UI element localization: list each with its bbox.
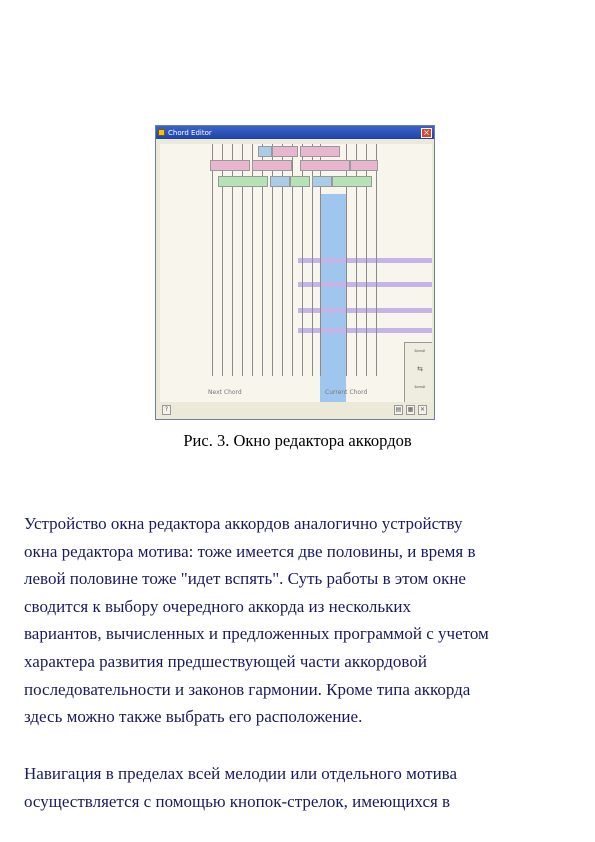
arrow-right-icon[interactable]: ⇦⇨	[414, 383, 426, 391]
current-chord-column	[320, 194, 346, 402]
paragraph-1: Устройство окна редактора аккордов аналогично устройству окна редактора мотива: тоже имеется две половины, и время в левой половине тоже "идет вспять". Суть работы в этом окне сводится к выбору очередного аккорда из нескольких вариантов, вычисленных и предложенных программой с учетом характера развития предшествующей части аккордовой последовательности и законов гармонии. Кроме типа аккорда здесь можно также выбрать его расположение.	[24, 514, 489, 727]
paragraph-2: Навигация в пределах всей мелодии или отдельного мотива осуществляется с помощью кнопок-стрелок, имеющихся в	[24, 764, 458, 811]
chord-editor-screenshot	[155, 125, 435, 420]
chord-grid	[160, 144, 432, 402]
window-title-bar	[156, 126, 434, 139]
app-icon	[158, 129, 165, 136]
band	[298, 258, 432, 263]
window-title: Chord Editor	[168, 128, 212, 137]
delete-icon[interactable]: ✕	[419, 406, 426, 413]
current-chord-label: Current Chord	[325, 389, 368, 396]
paste-icon[interactable]: ▦	[407, 406, 414, 413]
band	[298, 308, 432, 313]
bottom-bar	[160, 404, 432, 416]
arrow-swap-icon[interactable]: ⇆	[417, 365, 423, 373]
arrow-left-icon[interactable]: ⇦⇨	[414, 347, 426, 355]
help-button[interactable]: ?	[162, 405, 171, 415]
band	[298, 328, 432, 333]
close-icon[interactable]: ×	[421, 128, 432, 138]
next-chord-label: Next Chord	[208, 389, 242, 396]
figure-caption: Рис. 3. Окно редактора аккордов	[183, 431, 412, 450]
status-row	[160, 388, 432, 398]
copy-icon[interactable]: ▤	[395, 406, 402, 413]
band	[298, 282, 432, 287]
